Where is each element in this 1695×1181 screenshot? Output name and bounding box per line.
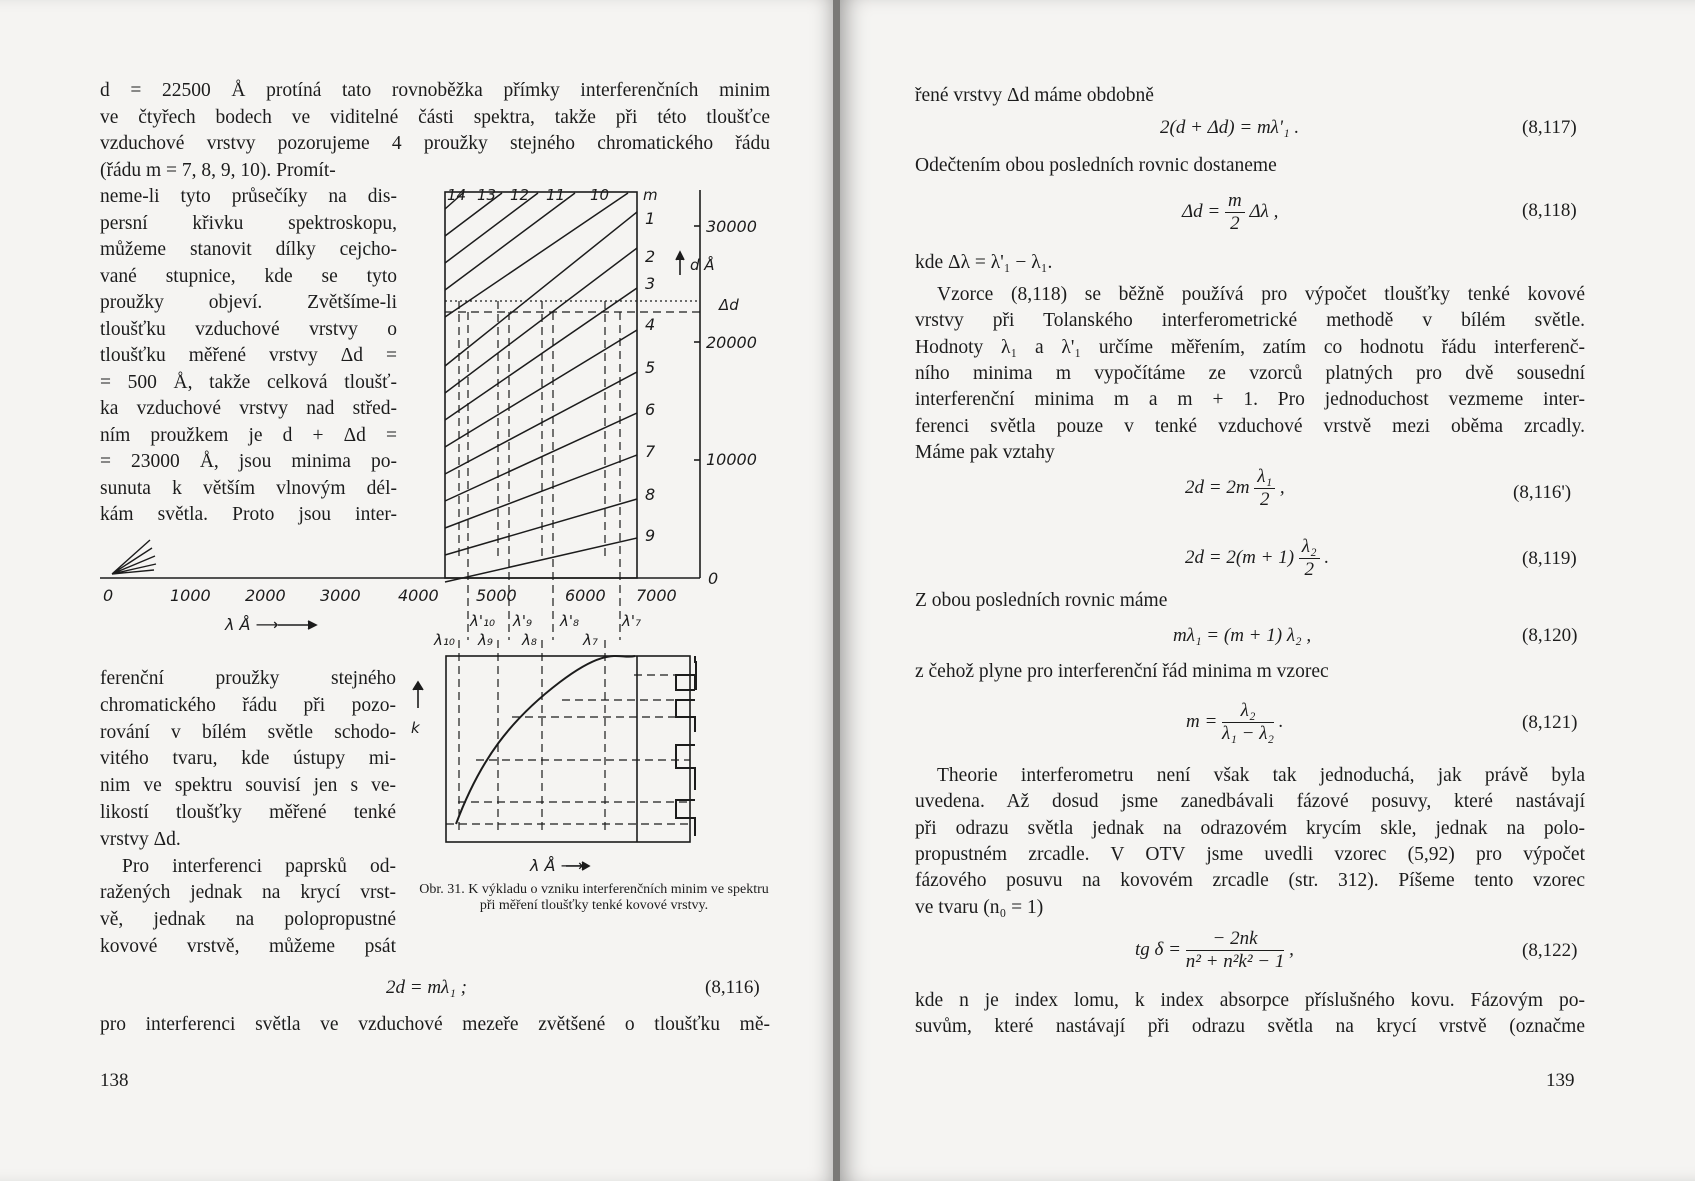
page-number-right: 139: [1546, 1070, 1575, 1091]
order-label: 14: [447, 186, 467, 204]
order-label: 7: [645, 442, 656, 461]
last-line: pro interferenci světla ve vzduchové mezeře zvětšené o tloušťku mě-: [100, 1014, 770, 1035]
order-label: 4: [645, 315, 656, 334]
text-line: vané stupnice, kde se tyto: [100, 265, 397, 287]
text-line: kovové vrstvě, můžeme psát: [100, 936, 396, 957]
text-line: ve čtyřech bodech ve viditelné části spektra, takže při této tloušťce: [100, 106, 770, 128]
lambda-prime-label: λ'₇: [622, 612, 642, 630]
text-line: ferenční proužky stejného: [100, 668, 396, 689]
axis-tick-label: 3000: [320, 586, 361, 605]
equation-number-8-116-prime: (8,116'): [1513, 482, 1572, 503]
text-line: kám světla. Proto jsou inter-: [100, 504, 397, 525]
line-2: Odečtením obou posledních rovnic dostaneme: [915, 155, 1277, 176]
interference-line: [445, 212, 637, 366]
x-axis-label: λ Å ⟶: [225, 615, 279, 634]
equation-number-8-121: (8,121): [1522, 712, 1578, 733]
lambda-label: λ₇: [583, 631, 598, 649]
text-line: propustném zrcadle. V OTV jsme uvedli vzorec (5,92) pro výpočet: [915, 843, 1585, 865]
equation-8-116-prime: 2d = 2m $\frac{\text{λ₁}}{2}$ ,: [1185, 466, 1285, 510]
interference-line: [445, 330, 637, 447]
equation-8-117: 2(d + Δd) = mλ'₁ .: [1160, 117, 1300, 138]
figure-labels: [103, 186, 757, 875]
order-label: 12: [510, 186, 530, 204]
lambda-label: λ₈: [522, 631, 537, 649]
axis-tick-label: 1000: [170, 586, 211, 605]
text-line: sunuta k větším vlnovým dél-: [100, 477, 397, 499]
interference-line: [445, 372, 637, 474]
order-label: 13: [477, 186, 497, 204]
equation-8-120: mλ₁ = (m + 1) λ₂ ,: [1173, 625, 1312, 646]
order-label: 3: [645, 274, 656, 293]
order-label: 8: [645, 485, 656, 504]
order-label: 5: [645, 358, 656, 377]
text-line: ka vzduchové vrstvy nad střed-: [100, 398, 397, 419]
text-line: vrstvy Δd.: [100, 828, 181, 850]
axis-tick-label: 6000: [565, 586, 606, 605]
lambda-prime-label: λ'₈: [560, 612, 580, 630]
figure-31: [0, 0, 835, 1181]
text-line: fázového posuvu na kovovém zrcadle (str. 312). Píšeme tento vzorec: [915, 870, 1585, 892]
equation-number-8-118: (8,118): [1522, 200, 1577, 221]
text-line: při odrazu světla jednak na odrazovém krycím skle, jednak na polo-: [915, 817, 1585, 839]
order-label: 2: [645, 247, 656, 266]
equation-8-119: 2d = 2(m + 1) $\frac{\text{λ₂}}{2}$ .: [1185, 536, 1330, 580]
equation-number-8-117: (8,117): [1522, 117, 1577, 138]
text-line: nim ve spektru souvisí jen s ve-: [100, 775, 396, 797]
interference-line: [445, 288, 637, 420]
text-line: ferenci světla pouze v tenké vzduchové vrstvě mezi oběma zrcadly.: [915, 415, 1585, 437]
right-page: [840, 0, 1695, 1181]
text-line: vě, jednak na polopropustné: [100, 909, 396, 931]
interference-line: [445, 248, 637, 393]
interference-line: [445, 455, 637, 528]
axis-tick-label: 20000: [706, 333, 757, 352]
text-line: proužky objeví. Zvětšíme-li: [100, 292, 397, 313]
page-number-left: 138: [100, 1070, 129, 1091]
text-line: persní křivku spektroskopu,: [100, 212, 397, 234]
lambda-prime-label: λ'₁₀: [470, 612, 496, 630]
order-label: 6: [645, 400, 656, 419]
interference-line: [445, 538, 637, 582]
lower-plot-frame: [446, 656, 690, 842]
figure-caption: Obr. 31. K výkladu o vzniku interferenčních minim ve spektru při měření tloušťky tenké kovové vrstvy.: [419, 882, 769, 913]
text-line: chromatického řádu při pozo-: [100, 694, 396, 716]
text-line: uvedena. Až dosud jsme zanedbávali fázové posuvy, které nastávají: [915, 791, 1585, 813]
text-line: Theorie interferometru není však tak jednoduchá, jak právě byla: [937, 765, 1585, 786]
fan-icon: [112, 540, 156, 574]
line-1: řené vrstvy Δd máme obdobně: [915, 85, 1154, 106]
interference-line: [445, 413, 637, 501]
text-line: = 23000 Å, jsou minima po-: [100, 451, 397, 472]
text-line: d = 22500 Å protíná tato rovnoběžka přímky interferenčních minim: [100, 80, 770, 101]
equation-8-122: tg δ = $\frac{- 2nk}{\text{n² + n²k² − 1}}$ ,: [1135, 928, 1294, 972]
axis-tick-label: 10000: [706, 450, 757, 469]
order-label: m: [643, 186, 658, 204]
axis-tick-label: 0: [103, 586, 114, 605]
equation-number-8-119: (8,119): [1522, 548, 1577, 569]
text-line: kde n je index lomu, k index absorpce příslušného kovu. Fázovým po-: [915, 990, 1585, 1011]
axis-tick-label: 2000: [245, 586, 286, 605]
text-line: vrstvy při Tolanského interferometrické methodě v bílém světle.: [915, 310, 1585, 332]
lambda-label: λ₁₀: [434, 631, 455, 649]
axis-tick-label: 30000: [706, 217, 757, 236]
axis-tick-label: 7000: [636, 586, 677, 605]
equation-8-118: Δd = $\frac{m}{2}$ Δλ ,: [1182, 190, 1279, 234]
text-line: = 500 Å, takže celková tloušť-: [100, 371, 397, 393]
dispersion-curve: [456, 656, 635, 824]
axis-label: d Å: [690, 256, 715, 274]
lambda-label: λ₉: [478, 631, 493, 649]
text-line: (řádu m = 7, 8, 9, 10). Promít-: [100, 159, 336, 181]
axis-tick-label: 4000: [398, 586, 439, 605]
equation-8-116: 2d = mλ₁ ;: [386, 977, 467, 998]
projection-lines: [445, 301, 700, 830]
order-label: 9: [645, 526, 656, 545]
text-line: rování v bílém světle schodo-: [100, 721, 396, 743]
equation-number-8-116: (8,116): [705, 977, 760, 998]
equation-number-8-122: (8,122): [1522, 940, 1578, 961]
interference-line: [445, 193, 628, 317]
text-line: Hodnoty λ₁ a λ'₁ určíme měřením, zatím co hodnotu řádu interferenč-: [915, 336, 1585, 358]
text-line: Máme pak vztahy: [915, 441, 1055, 463]
line-3: kde Δλ = λ'₁ − λ₁.: [915, 252, 1053, 273]
text-line: tloušťku vzduchové vrstvy o: [100, 318, 397, 340]
text-line: tloušťku měřené vrstvy Δd =: [100, 345, 397, 366]
text-line: Pro interferenci paprsků od-: [122, 855, 396, 877]
text-line: ve tvaru (n₀ = 1): [915, 896, 1044, 918]
k-label: k: [411, 719, 420, 737]
order-label: 10: [590, 186, 610, 204]
text-line: interferenční minima m a m + 1. Pro jednoduchost vezmeme inter-: [915, 389, 1585, 411]
upper-plot-frame: [445, 192, 637, 578]
text-line: suvům, které nastávají při odrazu světla na krycí vrstvě (označme: [915, 1016, 1585, 1038]
line-5: z čehož plyne pro interferenční řád minima m vzorec: [915, 661, 1329, 682]
lambda-prime-label: λ'₉: [513, 612, 533, 630]
text-line: můžeme stanovit dílky cejcho-: [100, 239, 397, 260]
order-label: 1: [645, 209, 656, 228]
text-line: vitého tvaru, kde ústupy mi-: [100, 748, 396, 770]
text-line: Vzorce (8,118) se běžně používá pro výpočet tloušťky tenké kovové: [937, 284, 1585, 305]
interference-line: [445, 499, 637, 555]
text-line: ražených jednak na krycí vrst-: [100, 882, 396, 904]
equation-number-8-120: (8,120): [1522, 625, 1578, 646]
left-page: [0, 0, 835, 1181]
axis-tick-label: 5000: [476, 586, 517, 605]
equation-8-121: m = $\frac{\text{λ₂}}{\text{λ₁ − λ₂}}$ .: [1186, 700, 1284, 744]
text-line: likostí tloušťky měřené tenké: [100, 802, 396, 823]
axis-tick-label: 0: [708, 569, 719, 588]
text-line: neme-li tyto průsečíky na dis-: [100, 186, 397, 207]
order-label: 11: [546, 186, 566, 204]
text-line: vzduchové vrstvy pozorujeme 4 proužky stejného chromatického řádu: [100, 133, 770, 154]
interference-lines: [445, 193, 637, 582]
text-line: ním proužkem je d + Δd =: [100, 424, 397, 446]
delta-d-label: Δd: [719, 296, 739, 314]
lower-x-axis-label: λ Å ⟶: [530, 856, 584, 875]
text-line: ního minima m vypočítáme ze vzorců platných pro dvě sousední: [915, 362, 1585, 384]
line-4: Z obou posledních rovnic máme: [915, 590, 1168, 611]
